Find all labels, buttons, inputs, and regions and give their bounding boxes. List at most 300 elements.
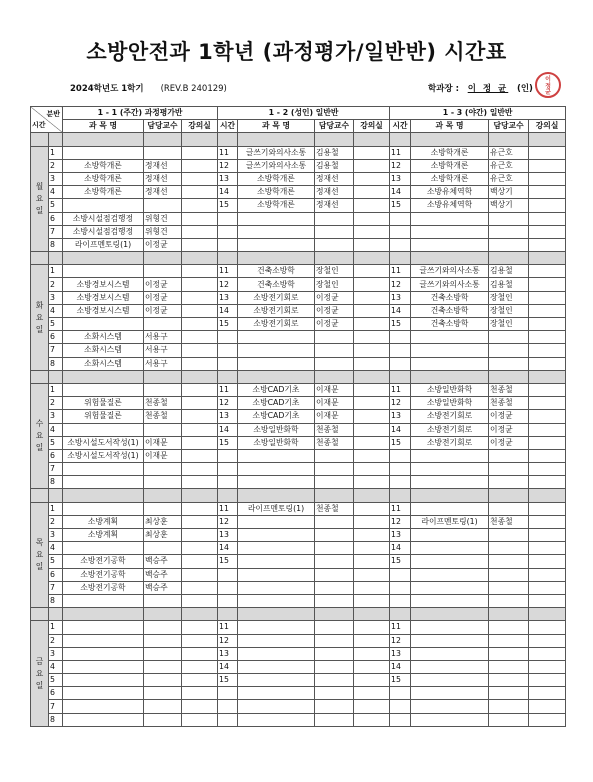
professor-cell	[489, 713, 529, 726]
subject-cell	[411, 344, 489, 357]
professor-cell: 장철인	[315, 265, 354, 278]
table-row	[31, 700, 566, 713]
professor-cell	[144, 199, 182, 212]
period-cell	[390, 238, 411, 251]
subject-cell	[411, 594, 489, 607]
period-cell	[390, 449, 411, 462]
room-cell	[354, 581, 390, 594]
day-separator-row	[31, 133, 566, 146]
period-cell: 15	[218, 318, 238, 331]
subject-cell	[63, 660, 144, 673]
period-cell: 6	[49, 449, 63, 462]
professor-cell: 이재문	[315, 410, 354, 423]
room-cell	[182, 568, 218, 581]
professor-cell: 백승주	[144, 555, 182, 568]
subject-cell	[411, 449, 489, 462]
period-cell: 13	[390, 291, 411, 304]
professor-cell: 최상훈	[144, 529, 182, 542]
period-cell: 14	[390, 660, 411, 673]
table-row	[31, 291, 566, 304]
table-row	[31, 463, 566, 476]
professor-cell	[315, 357, 354, 370]
table-row	[31, 225, 566, 238]
table-row	[31, 212, 566, 225]
period-cell: 4	[49, 542, 63, 555]
professor-cell: 김용철	[315, 159, 354, 172]
professor-cell: 서용구	[144, 344, 182, 357]
period-cell: 11	[218, 265, 238, 278]
period-cell: 7	[49, 463, 63, 476]
subject-cell: 소방유체역학	[411, 186, 489, 199]
subject-cell	[411, 331, 489, 344]
subject-cell	[238, 660, 315, 673]
professor-cell	[144, 687, 182, 700]
professor-cell: 서용구	[144, 357, 182, 370]
table-row	[31, 674, 566, 687]
subject-cell	[63, 700, 144, 713]
period-cell: 5	[49, 436, 63, 449]
table-row	[31, 502, 566, 515]
professor-cell	[489, 555, 529, 568]
subject-cell	[238, 594, 315, 607]
room-cell	[354, 186, 390, 199]
period-cell	[218, 463, 238, 476]
room-cell	[182, 397, 218, 410]
room-cell	[529, 225, 566, 238]
room-cell	[354, 331, 390, 344]
subject-cell: 소방경보시스템	[63, 291, 144, 304]
table-row	[31, 621, 566, 634]
period-cell: 5	[49, 199, 63, 212]
table-row	[31, 410, 566, 423]
period-cell: 11	[390, 502, 411, 515]
professor-cell	[144, 318, 182, 331]
subject-cell: 소방학개론	[411, 146, 489, 159]
period-cell: 12	[218, 634, 238, 647]
period-cell: 14	[218, 542, 238, 555]
subject-cell	[411, 660, 489, 673]
subject-cell: 건축소방학	[411, 291, 489, 304]
room-cell	[529, 304, 566, 317]
period-cell: 14	[390, 542, 411, 555]
professor-cell: 정재선	[315, 172, 354, 185]
period-cell: 2	[49, 515, 63, 528]
subject-cell: 글쓰기와의사소통	[238, 146, 315, 159]
professor-cell: 김용철	[489, 278, 529, 291]
period-cell: 2	[49, 278, 63, 291]
period-cell	[218, 212, 238, 225]
room-cell	[354, 647, 390, 660]
subject-cell	[238, 700, 315, 713]
room-cell	[354, 199, 390, 212]
room-cell	[529, 674, 566, 687]
room-cell	[182, 713, 218, 726]
table-row	[31, 476, 566, 489]
subject-cell	[63, 647, 144, 660]
professor-cell	[489, 344, 529, 357]
day-label: 수 요 일	[31, 383, 49, 489]
room-cell	[182, 660, 218, 673]
room-cell	[182, 225, 218, 238]
section-header-3: 1 - 3 (야간) 일반반	[390, 107, 566, 120]
period-cell: 15	[218, 436, 238, 449]
room-cell	[529, 476, 566, 489]
table-row	[31, 199, 566, 212]
subject-cell	[238, 687, 315, 700]
professor-cell: 천종철	[144, 397, 182, 410]
professor-cell	[489, 594, 529, 607]
subject-cell	[63, 687, 144, 700]
subject-cell	[63, 634, 144, 647]
professor-cell	[315, 515, 354, 528]
room-cell	[182, 304, 218, 317]
room-cell	[354, 159, 390, 172]
subject-cell	[238, 212, 315, 225]
professor-cell: 백승주	[144, 568, 182, 581]
professor-cell: 이재문	[315, 397, 354, 410]
professor-cell: 천종철	[315, 502, 354, 515]
professor-cell: 천종철	[489, 515, 529, 528]
subject-cell	[411, 357, 489, 370]
period-cell: 12	[218, 159, 238, 172]
room-cell	[529, 146, 566, 159]
professor-cell	[144, 700, 182, 713]
subject-cell	[63, 318, 144, 331]
professor-cell	[489, 476, 529, 489]
subject-cell: 라이프멘토링(1)	[63, 238, 144, 251]
period-cell: 4	[49, 423, 63, 436]
table-row	[31, 581, 566, 594]
subject-cell: 건축소방학	[411, 304, 489, 317]
period-cell: 12	[390, 159, 411, 172]
professor-cell	[144, 423, 182, 436]
period-cell: 8	[49, 357, 63, 370]
subject-cell: 라이프멘토링(1)	[238, 502, 315, 515]
period-cell: 8	[49, 238, 63, 251]
professor-cell	[315, 713, 354, 726]
professor-cell: 유근호	[489, 172, 529, 185]
room-cell	[182, 621, 218, 634]
period-cell	[218, 700, 238, 713]
subject-cell	[411, 529, 489, 542]
professor-cell: 유근호	[489, 146, 529, 159]
period-cell: 14	[390, 304, 411, 317]
room-cell	[529, 423, 566, 436]
room-cell	[354, 278, 390, 291]
room-cell	[354, 700, 390, 713]
period-cell	[390, 331, 411, 344]
period-cell	[390, 581, 411, 594]
period-cell: 3	[49, 291, 63, 304]
professor-cell: 천종철	[489, 397, 529, 410]
room-cell	[354, 146, 390, 159]
col-professor: 담당교수	[489, 120, 529, 133]
professor-cell	[315, 674, 354, 687]
room-cell	[182, 436, 218, 449]
room-cell	[529, 529, 566, 542]
subject-cell	[411, 225, 489, 238]
subject-cell	[238, 581, 315, 594]
subject-cell	[238, 634, 315, 647]
table-row	[31, 647, 566, 660]
professor-cell	[315, 621, 354, 634]
room-cell	[182, 410, 218, 423]
period-cell: 13	[218, 410, 238, 423]
period-cell: 1	[49, 265, 63, 278]
room-cell	[354, 357, 390, 370]
room-cell	[182, 423, 218, 436]
room-cell	[182, 383, 218, 396]
professor-cell	[489, 621, 529, 634]
period-cell: 5	[49, 674, 63, 687]
professor-cell	[489, 674, 529, 687]
professor-cell: 장철인	[489, 318, 529, 331]
room-cell	[354, 291, 390, 304]
subject-cell	[411, 463, 489, 476]
period-cell: 3	[49, 529, 63, 542]
room-cell	[354, 436, 390, 449]
subject-cell	[238, 331, 315, 344]
col-time: 시간	[390, 120, 411, 133]
professor-cell	[315, 581, 354, 594]
room-cell	[354, 687, 390, 700]
subject-cell: 소방전기공학	[63, 568, 144, 581]
professor-cell: 이정균	[315, 291, 354, 304]
room-cell	[529, 502, 566, 515]
subject-cell: 라이프멘토링(1)	[411, 515, 489, 528]
professor-cell: 이정균	[315, 318, 354, 331]
table-row	[31, 594, 566, 607]
period-cell: 15	[218, 674, 238, 687]
period-cell	[218, 331, 238, 344]
room-cell	[529, 186, 566, 199]
table-row	[31, 238, 566, 251]
period-cell: 13	[218, 291, 238, 304]
professor-cell	[315, 634, 354, 647]
period-cell: 14	[390, 186, 411, 199]
period-cell: 15	[390, 555, 411, 568]
period-cell: 12	[390, 278, 411, 291]
subject-cell	[63, 674, 144, 687]
professor-cell	[315, 660, 354, 673]
period-cell: 14	[218, 304, 238, 317]
subject-cell	[411, 555, 489, 568]
period-cell: 13	[218, 647, 238, 660]
room-cell	[182, 647, 218, 660]
room-cell	[529, 318, 566, 331]
subject-cell: 소방CAD기초	[238, 397, 315, 410]
room-cell	[182, 265, 218, 278]
room-cell	[182, 542, 218, 555]
room-cell	[529, 344, 566, 357]
day-separator-row	[31, 489, 566, 502]
period-cell: 11	[218, 146, 238, 159]
subject-cell: 소방학개론	[238, 172, 315, 185]
professor-cell: 유근호	[489, 159, 529, 172]
room-cell	[529, 278, 566, 291]
semester-label: 2024학년도 1학기	[70, 84, 144, 94]
subject-cell: 소방전기회로	[238, 318, 315, 331]
table-row	[31, 278, 566, 291]
table-row	[31, 449, 566, 462]
professor-cell	[144, 713, 182, 726]
period-cell	[390, 212, 411, 225]
table-row	[31, 186, 566, 199]
room-cell	[529, 594, 566, 607]
col-room: 강의실	[182, 120, 218, 133]
room-cell	[529, 555, 566, 568]
subject-cell	[411, 542, 489, 555]
professor-cell	[144, 542, 182, 555]
professor-cell	[315, 568, 354, 581]
subject-cell	[63, 594, 144, 607]
department-head-name: 이 정 균	[467, 84, 509, 94]
room-cell	[182, 172, 218, 185]
subject-cell	[63, 476, 144, 489]
table-row	[31, 423, 566, 436]
subject-cell	[411, 634, 489, 647]
table-row	[31, 529, 566, 542]
period-cell: 14	[218, 660, 238, 673]
professor-cell	[144, 383, 182, 396]
professor-cell	[144, 265, 182, 278]
room-cell	[529, 436, 566, 449]
col-professor: 담당교수	[144, 120, 182, 133]
professor-cell	[144, 660, 182, 673]
room-cell	[529, 238, 566, 251]
day-label: 월 요 일	[31, 146, 49, 252]
subject-cell: 글쓰기와의사소통	[411, 278, 489, 291]
seal-stamp-icon: 이 정 균	[535, 72, 561, 98]
room-cell	[354, 568, 390, 581]
room-cell	[354, 463, 390, 476]
table-row	[31, 331, 566, 344]
subject-cell	[238, 568, 315, 581]
subject-cell: 소방시설도서작성(1)	[63, 449, 144, 462]
room-cell	[182, 344, 218, 357]
period-cell: 15	[390, 436, 411, 449]
subject-cell	[238, 515, 315, 528]
subject-cell: 소방CAD기초	[238, 410, 315, 423]
room-cell	[354, 383, 390, 396]
room-cell	[354, 423, 390, 436]
room-cell	[529, 212, 566, 225]
subject-cell	[63, 713, 144, 726]
subject-cell	[411, 568, 489, 581]
table-row	[31, 159, 566, 172]
period-cell: 8	[49, 713, 63, 726]
period-cell: 12	[390, 515, 411, 528]
period-cell	[218, 225, 238, 238]
subject-cell: 소방학개론	[238, 186, 315, 199]
table-row	[31, 344, 566, 357]
department-head-label: 학과장 :	[428, 84, 459, 94]
professor-cell	[315, 476, 354, 489]
period-cell: 4	[49, 186, 63, 199]
subject-cell: 소방경보시스템	[63, 304, 144, 317]
table-row	[31, 397, 566, 410]
period-cell: 14	[218, 186, 238, 199]
subject-cell: 소방학개론	[63, 159, 144, 172]
period-cell: 6	[49, 212, 63, 225]
department-head	[428, 82, 533, 94]
period-cell	[218, 568, 238, 581]
period-cell: 12	[390, 634, 411, 647]
professor-cell: 위형건	[144, 225, 182, 238]
table-row	[31, 542, 566, 555]
professor-cell	[315, 555, 354, 568]
subject-cell: 소방전기회로	[238, 291, 315, 304]
period-cell: 11	[218, 383, 238, 396]
professor-cell	[144, 647, 182, 660]
subject-cell	[63, 621, 144, 634]
subject-cell: 소방일반화학	[238, 436, 315, 449]
subject-cell	[411, 674, 489, 687]
subject-cell: 소방학개론	[63, 172, 144, 185]
professor-cell	[489, 647, 529, 660]
subject-cell	[411, 700, 489, 713]
subject-cell	[238, 621, 315, 634]
room-cell	[182, 687, 218, 700]
day-separator-row	[31, 608, 566, 621]
table-row	[31, 713, 566, 726]
period-cell: 1	[49, 383, 63, 396]
period-cell	[390, 594, 411, 607]
room-cell	[182, 331, 218, 344]
professor-cell	[489, 331, 529, 344]
period-cell: 13	[390, 529, 411, 542]
professor-cell	[489, 212, 529, 225]
room-cell	[354, 397, 390, 410]
period-cell: 2	[49, 634, 63, 647]
subject-cell: 소방학개론	[63, 186, 144, 199]
period-cell: 11	[390, 621, 411, 634]
room-cell	[354, 594, 390, 607]
professor-cell: 백승주	[144, 581, 182, 594]
professor-cell	[315, 529, 354, 542]
room-cell	[182, 238, 218, 251]
subject-cell	[238, 674, 315, 687]
professor-cell	[489, 529, 529, 542]
professor-cell: 천종철	[144, 410, 182, 423]
room-cell	[529, 449, 566, 462]
professor-cell: 위형건	[144, 212, 182, 225]
col-subject: 과 목 명	[63, 120, 144, 133]
period-cell: 8	[49, 594, 63, 607]
subject-cell	[63, 423, 144, 436]
day-separator-row	[31, 370, 566, 383]
room-cell	[529, 199, 566, 212]
subject-cell: 소방CAD기초	[238, 383, 315, 396]
period-cell: 13	[390, 410, 411, 423]
room-cell	[182, 581, 218, 594]
subject-cell: 소방일반화학	[238, 423, 315, 436]
professor-cell: 천종철	[315, 436, 354, 449]
subject-cell	[63, 502, 144, 515]
subject-cell: 건축소방학	[411, 318, 489, 331]
subject-cell: 소방전기공학	[63, 581, 144, 594]
room-cell	[529, 568, 566, 581]
professor-cell: 서용구	[144, 331, 182, 344]
subject-cell	[238, 555, 315, 568]
professor-cell	[315, 463, 354, 476]
period-cell: 15	[390, 199, 411, 212]
room-cell	[529, 265, 566, 278]
professor-cell	[315, 344, 354, 357]
professor-cell: 최상훈	[144, 515, 182, 528]
subject-cell	[238, 647, 315, 660]
period-cell: 1	[49, 146, 63, 159]
